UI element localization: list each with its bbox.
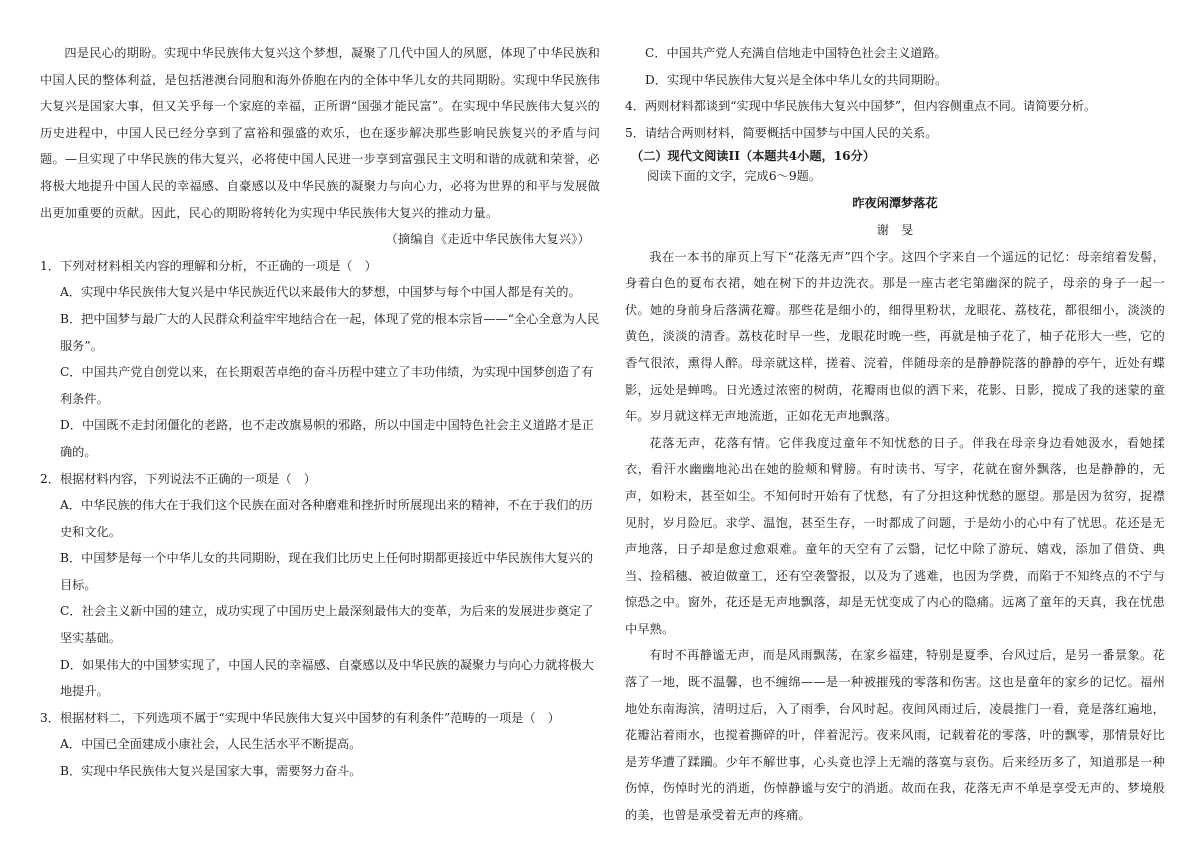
option-c: C．中国共产党自创党以来，在长期艰苦卓绝的奋斗历程中建立了丰功伟绩，为实现中国梦创造了有利条件。 [60, 365, 594, 406]
article-paragraph-2: 花落无声，花落有情。它伴我度过童年不知忧愁的日子。伴我在母亲身边看她汲水，看她揉衣，看汗水幽幽地沁出在她的脸颊和臂膀。有时读书、写字，花就在窗外飘落，也是静静的，无声，如粉末，甚至如尘。不知何时开始有了忧愁，有了分担这种忧愁的愿望。那是因为贫穷，捉襟见肘，岁月险厄。求学、温饱，甚至生存，一时都成了问题，于是幼小的心中有了忧思。花还是无声地落，日子却是愈过愈艰难。童年的天空有了云翳，记忆中除了游玩、嬉戏，添加了借贷、典当、捡稻穗、被迫做童工，还有空袭警报，以及为了逃难，也因为学费，而陷于不知终点的不宁与惊恐之中。窗外，花还是无声地飘落，却是无忧变成了内心的隐痛。远离了童年的天真，我在忧患中早熟。 [625, 435, 1165, 636]
question-stem: 2．根据材料内容，下列说法不正确的一项是（ ） [40, 471, 316, 486]
option-c: C．社会主义新中国的建立，成功实现了中国历史上最深刻最伟大的变革，为后来的发展进步奠定了坚实基础。 [60, 604, 594, 646]
question-1 [40, 253, 600, 466]
section-instruction: 阅读下面的文字，完成6～9题。 [647, 169, 821, 184]
section-heading: （二）现代文阅读II（本题共4小题，16分） [631, 149, 876, 164]
option-a: A．实现中华民族伟大复兴是中华民族近代以来最伟大的梦想，中国梦与每个中国人都是有关的。 [60, 285, 581, 300]
option-d: D．中国既不走封闭僵化的老路，也不走改旗易帜的邪路，所以中国走中国特色社会主义道路才是正确的。 [60, 418, 594, 459]
article-title: 昨夜闲潭梦落花 [852, 196, 938, 211]
passage-paragraph: 四是民心的期盼。实现中华民族伟大复兴这个梦想，凝聚了几代中国人的夙愿，体现了中华民族和中国人民的整体利益，是包括港澳台同胞和海外侨胞在内的全体中华儿女的共同期盼。实现中华民族伟大复兴是国家大事，但又关乎每一个家庭的幸福，正所谓“国强才能民富”。在实现中华民族伟大复兴的历史进程中，中国人民已经分享到了富裕和强盛的欢乐，也在逐步解决那些影响民族复兴的矛盾与问题。—旦实现了中华民族的伟大复兴，必将使中国人民进一步享到富强民主文明和谐的成就和荣誉，必将极大地提升中国人民的幸福感、自豪感以及中华民族的凝聚力与向心力，必将为世界的和平与发展做出更加重要的贡献。因此，民心的期盼将转化为实现中华民族伟大复兴的推动力量。 [40, 46, 600, 220]
question-stem: 3．根据材料二，下列选项不属于“实现中华民族伟大复兴中国梦的有利条件”范畴的一项是（ ） [40, 710, 560, 725]
right-column [625, 40, 1165, 829]
question-3 [40, 705, 600, 785]
article-paragraph-3: 有时不再静谧无声，而是风雨飘荡，在家乡福建，特别是夏季，台风过后，是另一番景象。花落了一地，既不温馨，也不缠绵——是一种被摧残的零落和伤害。这也是童年的家乡的记忆。福州地处东南海滨，清明过后，入了雨季，台风时起。夜间风雨过后，凌晨推门一看，竟是落红遍地，花瓣沾着雨水，也搅着撕碎的叶，伴着泥污。夜来风雨，记载着花的零落，叶的飘零，那情景好比是芳华遭了蹂躏。少年不解世事，心头竟也浮上无端的落寞与哀伤。后来经历多了，知道那是一种伤悼，伤悼时光的消逝，伤悼静谧与安宁的消逝。故而在我，花落无声不单是享受无声的、梦境般的美，也曾是承受着无声的疼痛。 [625, 648, 1165, 823]
question-5: 5．请结合两则材料，简要概括中国梦与中国人民的关系。 [625, 125, 938, 140]
passage-source: （摘编自《走近中华民族伟大复兴》） [385, 232, 590, 247]
article-paragraph-1: 我在一本书的扉页上写下“花落无声”四个字。这四个字来自一个遥远的记忆：母亲绾着发髻，身着白色的夏布衣裙，她在树下的井边洗衣。那是一座古老宅第幽深的院子，母亲的身子一起一伏。她的身前身后落满花瓣。那些花是细小的，细得里粉状，龙眼花、荔枝花，都很细小，淡淡的黄色，淡淡的清香。荔枝花时早一些，龙眼花时晚一些，再就是柚子花了，柚子花形大一些，它的香气很浓，熏得人醉。母亲就这样，搓着、浣着，伴随母亲的是静静院落的静静的亭午，近处有蝶影，远处是蝉鸣。日光透过浓密的树荫，花瓣雨也似的洒下来，花影、日影，搅成了我的迷蒙的童年。岁月就这样无声地流逝，正如花无声地飘落。 [625, 249, 1165, 424]
option-a: A．中华民族的伟大在于我们这个民族在面对各种磨难和挫折时所展现出来的精神，不在于我们的历史和文化。 [60, 498, 593, 539]
option-b: B．中国梦是每一个中华儿女的共同期盼，现在我们比历史上任何时期都更接近中华民族伟大复兴的目标。 [60, 551, 594, 592]
option-d: D．实现中华民族伟大复兴是全体中华儿女的共同期盼。 [645, 72, 948, 87]
option-b: B．实现中华民族伟大复兴是国家大事，需要努力奋斗。 [60, 764, 362, 779]
option-a: A．中国已全面建成小康社会，人民生活水平不断提高。 [60, 737, 362, 752]
article-author: 谢 旻 [876, 222, 914, 237]
question-4: 4．两则材料都谈到“实现中华民族伟大复兴中国梦”，但内容侧重点不同。请简要分析。 [625, 99, 1097, 114]
question-2 [40, 466, 600, 705]
question-stem: 1．下列对材料相关内容的理解和分析，不正确的一项是（ ） [40, 258, 377, 273]
option-d: D．如果伟大的中国梦实现了，中国人民的幸福感、自豪感以及中华民族的凝聚力与向心力就将极大地提升。 [60, 657, 594, 699]
option-b: B．把中国梦与最广大的人民群众利益牢牢地结合在一起，体现了党的根本宗旨——“全心全意为人民服务”。 [60, 311, 600, 353]
option-c: C．中国共产党人充满自信地走中国特色社会主义道路。 [645, 46, 947, 60]
left-column [40, 40, 600, 785]
